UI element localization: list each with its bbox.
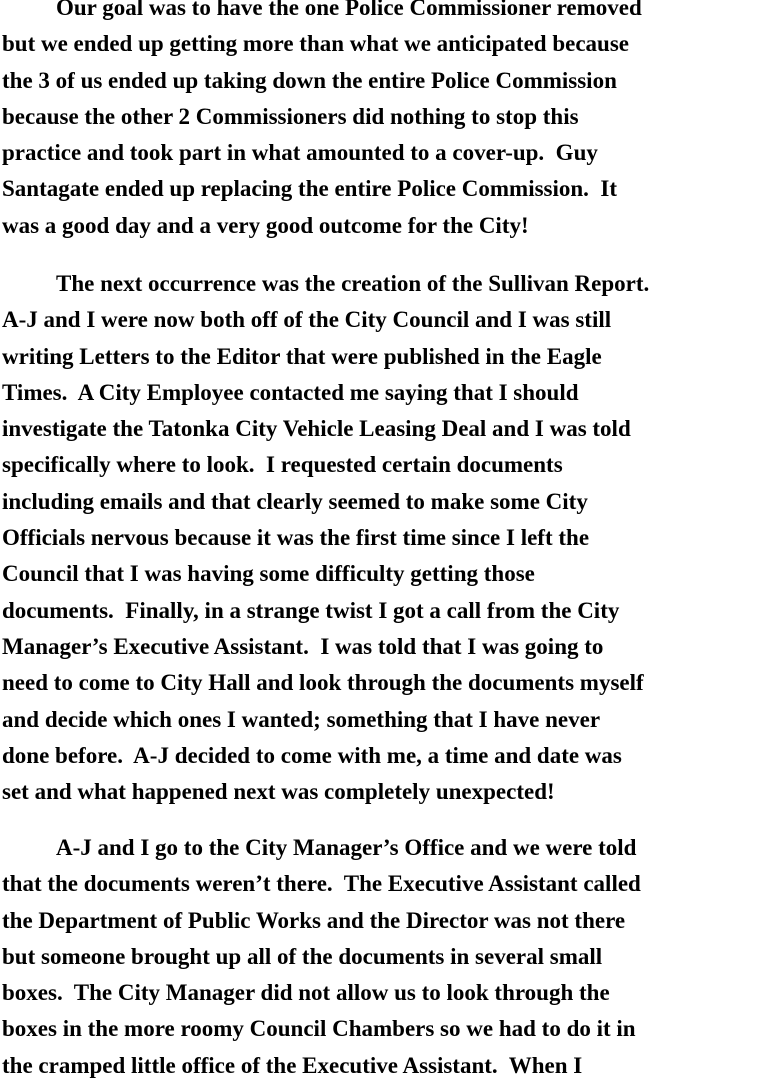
paragraph-sullivan-report (2, 266, 765, 810)
text-line: The next occurrence was the creation of the Sullivan Report. (56, 271, 650, 296)
text-line: was a good day and a very good outcome for the City! (2, 212, 529, 238)
text-line: Times. A City Employee contacted me saying that I should (2, 379, 579, 405)
text-line: investigate the Tatonka City Vehicle Leasing Deal and I was told (2, 416, 631, 442)
text-line: boxes. The City Manager did not allow us to look through the (2, 980, 610, 1006)
text-line: but we ended up getting more than what we anticipated because (2, 31, 629, 57)
text-line: and decide which ones I wanted; something that I have never (2, 706, 601, 732)
text-line: practice and took part in what amounted to a cover-up. Guy (2, 140, 598, 166)
text-line: including emails and that clearly seemed to make some City (2, 488, 588, 514)
text-line: specifically where to look. I requested certain documents (2, 452, 563, 478)
text-line: boxes in the more roomy Council Chambers so we had to do it in (2, 1016, 636, 1042)
paragraph-city-manager-office (2, 830, 765, 1084)
text-line: Manager’s Executive Assistant. I was told that I was going to (2, 633, 604, 659)
text-line: Our goal was to have the one Police Commissioner removed (56, 0, 642, 20)
text-line: but someone brought up all of the documents in several small (2, 943, 603, 969)
text-line: writing Letters to the Editor that were published in the Eagle (2, 343, 602, 369)
text-line: A-J and I were now both off of the City Council and I was still (2, 307, 612, 333)
text-line: done before. A-J decided to come with me, a time and date was (2, 742, 622, 768)
text-line: set and what happened next was completely unexpected! (2, 779, 555, 805)
text-line: the cramped little office of the Executive Assistant. When I (2, 1052, 583, 1078)
text-line: because the other 2 Commissioners did nothing to stop this (2, 103, 579, 129)
text-line: that the documents weren’t there. The Executive Assistant called (2, 871, 641, 897)
text-line: the Department of Public Works and the Director was not there (2, 907, 626, 933)
paragraph-police-commission (2, 0, 765, 244)
text-line: Santagate ended up replacing the entire Police Commission. It (2, 176, 618, 202)
text-line: need to come to City Hall and look through the documents myself (2, 670, 644, 696)
text-line: Council that I was having some difficulty getting those (2, 561, 535, 587)
text-line: the 3 of us ended up taking down the entire Police Commission (2, 67, 617, 93)
text-line: A-J and I go to the City Manager’s Office and we were told (56, 835, 637, 860)
text-line: documents. Finally, in a strange twist I got a call from the City (2, 597, 620, 623)
text-line: Officials nervous because it was the first time since I left the (2, 525, 590, 551)
